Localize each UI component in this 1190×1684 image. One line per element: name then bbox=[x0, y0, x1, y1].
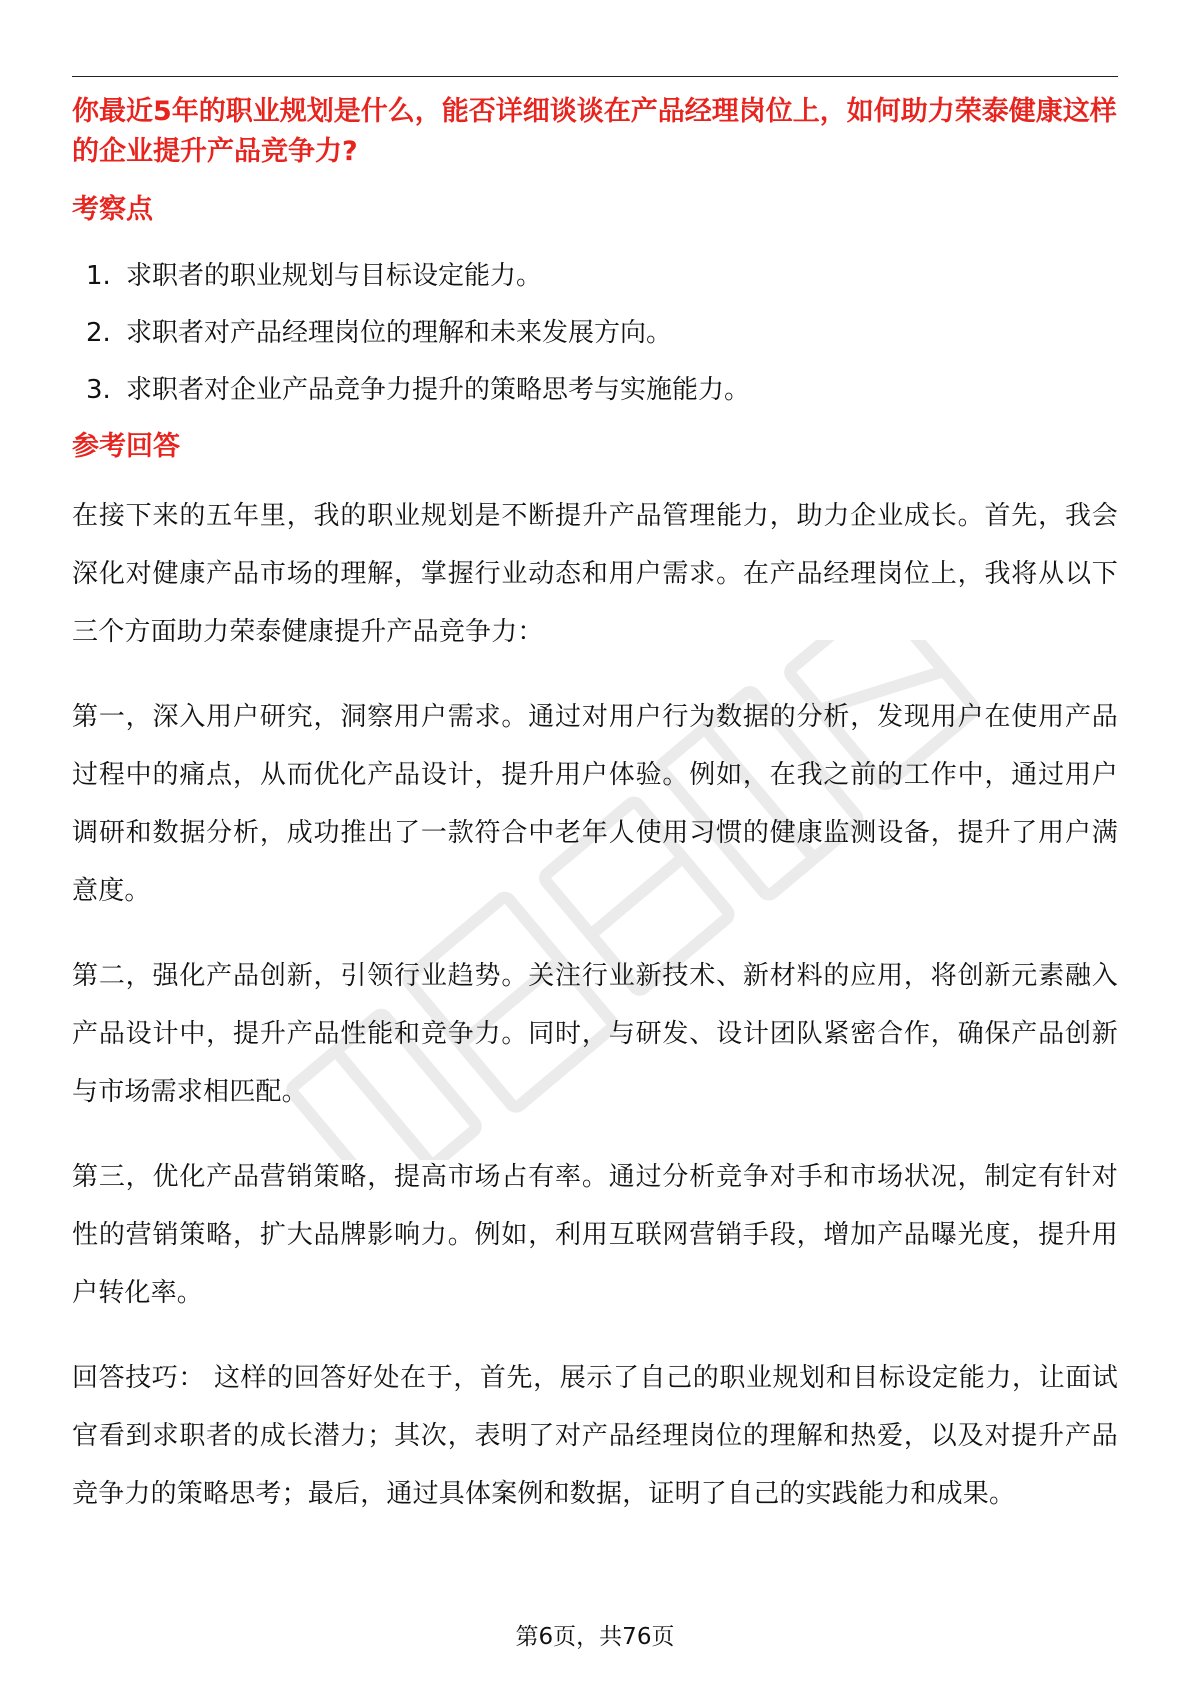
top-divider bbox=[72, 76, 1118, 77]
list-item-number: 1. bbox=[86, 261, 111, 291]
question-title: 你最近5年的职业规划是什么，能否详细谈谈在产品经理岗位上，如何助力荣泰健康这样的企业提升产品竞争力? bbox=[72, 96, 1117, 167]
answer-paragraph-third: 第三，优化产品营销策略，提高市场占有率。通过分析竞争对手和市场状况，制定有针对性的营销策略，扩大品牌影响力。例如，利用互联网营销手段，增加产品曝光度，提升用户转化率。 bbox=[72, 1162, 1118, 1308]
list-item-text: 求职者对产品经理岗位的理解和未来发展方向。 bbox=[126, 318, 673, 348]
points-heading: 考察点 bbox=[72, 194, 153, 225]
list-item bbox=[72, 256, 1118, 296]
answer-tips-paragraph: 回答技巧： 这样的回答好处在于，首先，展示了自己的职业规划和目标设定能力，让面试官看到求职者的成长潜力；其次，表明了对产品经理岗位的理解和热爱，以及对提升产品竞争力的策略思考；最后，通过具体案例和数据，证明了自己的实践能力和成果。 bbox=[72, 1363, 1118, 1509]
page-number: 第6页，共76页 bbox=[515, 1624, 675, 1650]
list-item-number: 3. bbox=[86, 375, 111, 405]
answer-heading: 参考回答 bbox=[72, 431, 180, 462]
list-item-number: 2. bbox=[86, 318, 111, 348]
content-column bbox=[72, 92, 1118, 1523]
list-item-text: 求职者对企业产品竞争力提升的策略思考与实施能力。 bbox=[126, 375, 751, 405]
answer-paragraph-first: 第一，深入用户研究，洞察用户需求。通过对用户行为数据的分析，发现用户在使用产品过程中的痛点，从而优化产品设计，提升用户体验。例如，在我之前的工作中，通过用户调研和数据分析，成功推出了一款符合中老年人使用习惯的健康监测设备，提升了用户满意度。 bbox=[72, 702, 1118, 906]
list-item bbox=[72, 370, 1118, 410]
answer-paragraph-second: 第二，强化产品创新，引领行业趋势。关注行业新技术、新材料的应用，将创新元素融入产品设计中，提升产品性能和竞争力。同时，与研发、设计团队紧密合作，确保产品创新与市场需求相匹配。 bbox=[72, 961, 1118, 1107]
answer-paragraph-intro: 在接下来的五年里，我的职业规划是不断提升产品管理能力，助力企业成长。首先，我会深化对健康产品市场的理解，掌握行业动态和用户需求。在产品经理岗位上，我将从以下三个方面助力荣泰健康提升产品竞争力： bbox=[72, 501, 1118, 647]
list-item bbox=[72, 313, 1118, 353]
points-list bbox=[72, 256, 1118, 410]
list-item-text: 求职者的职业规划与目标设定能力。 bbox=[126, 261, 543, 291]
